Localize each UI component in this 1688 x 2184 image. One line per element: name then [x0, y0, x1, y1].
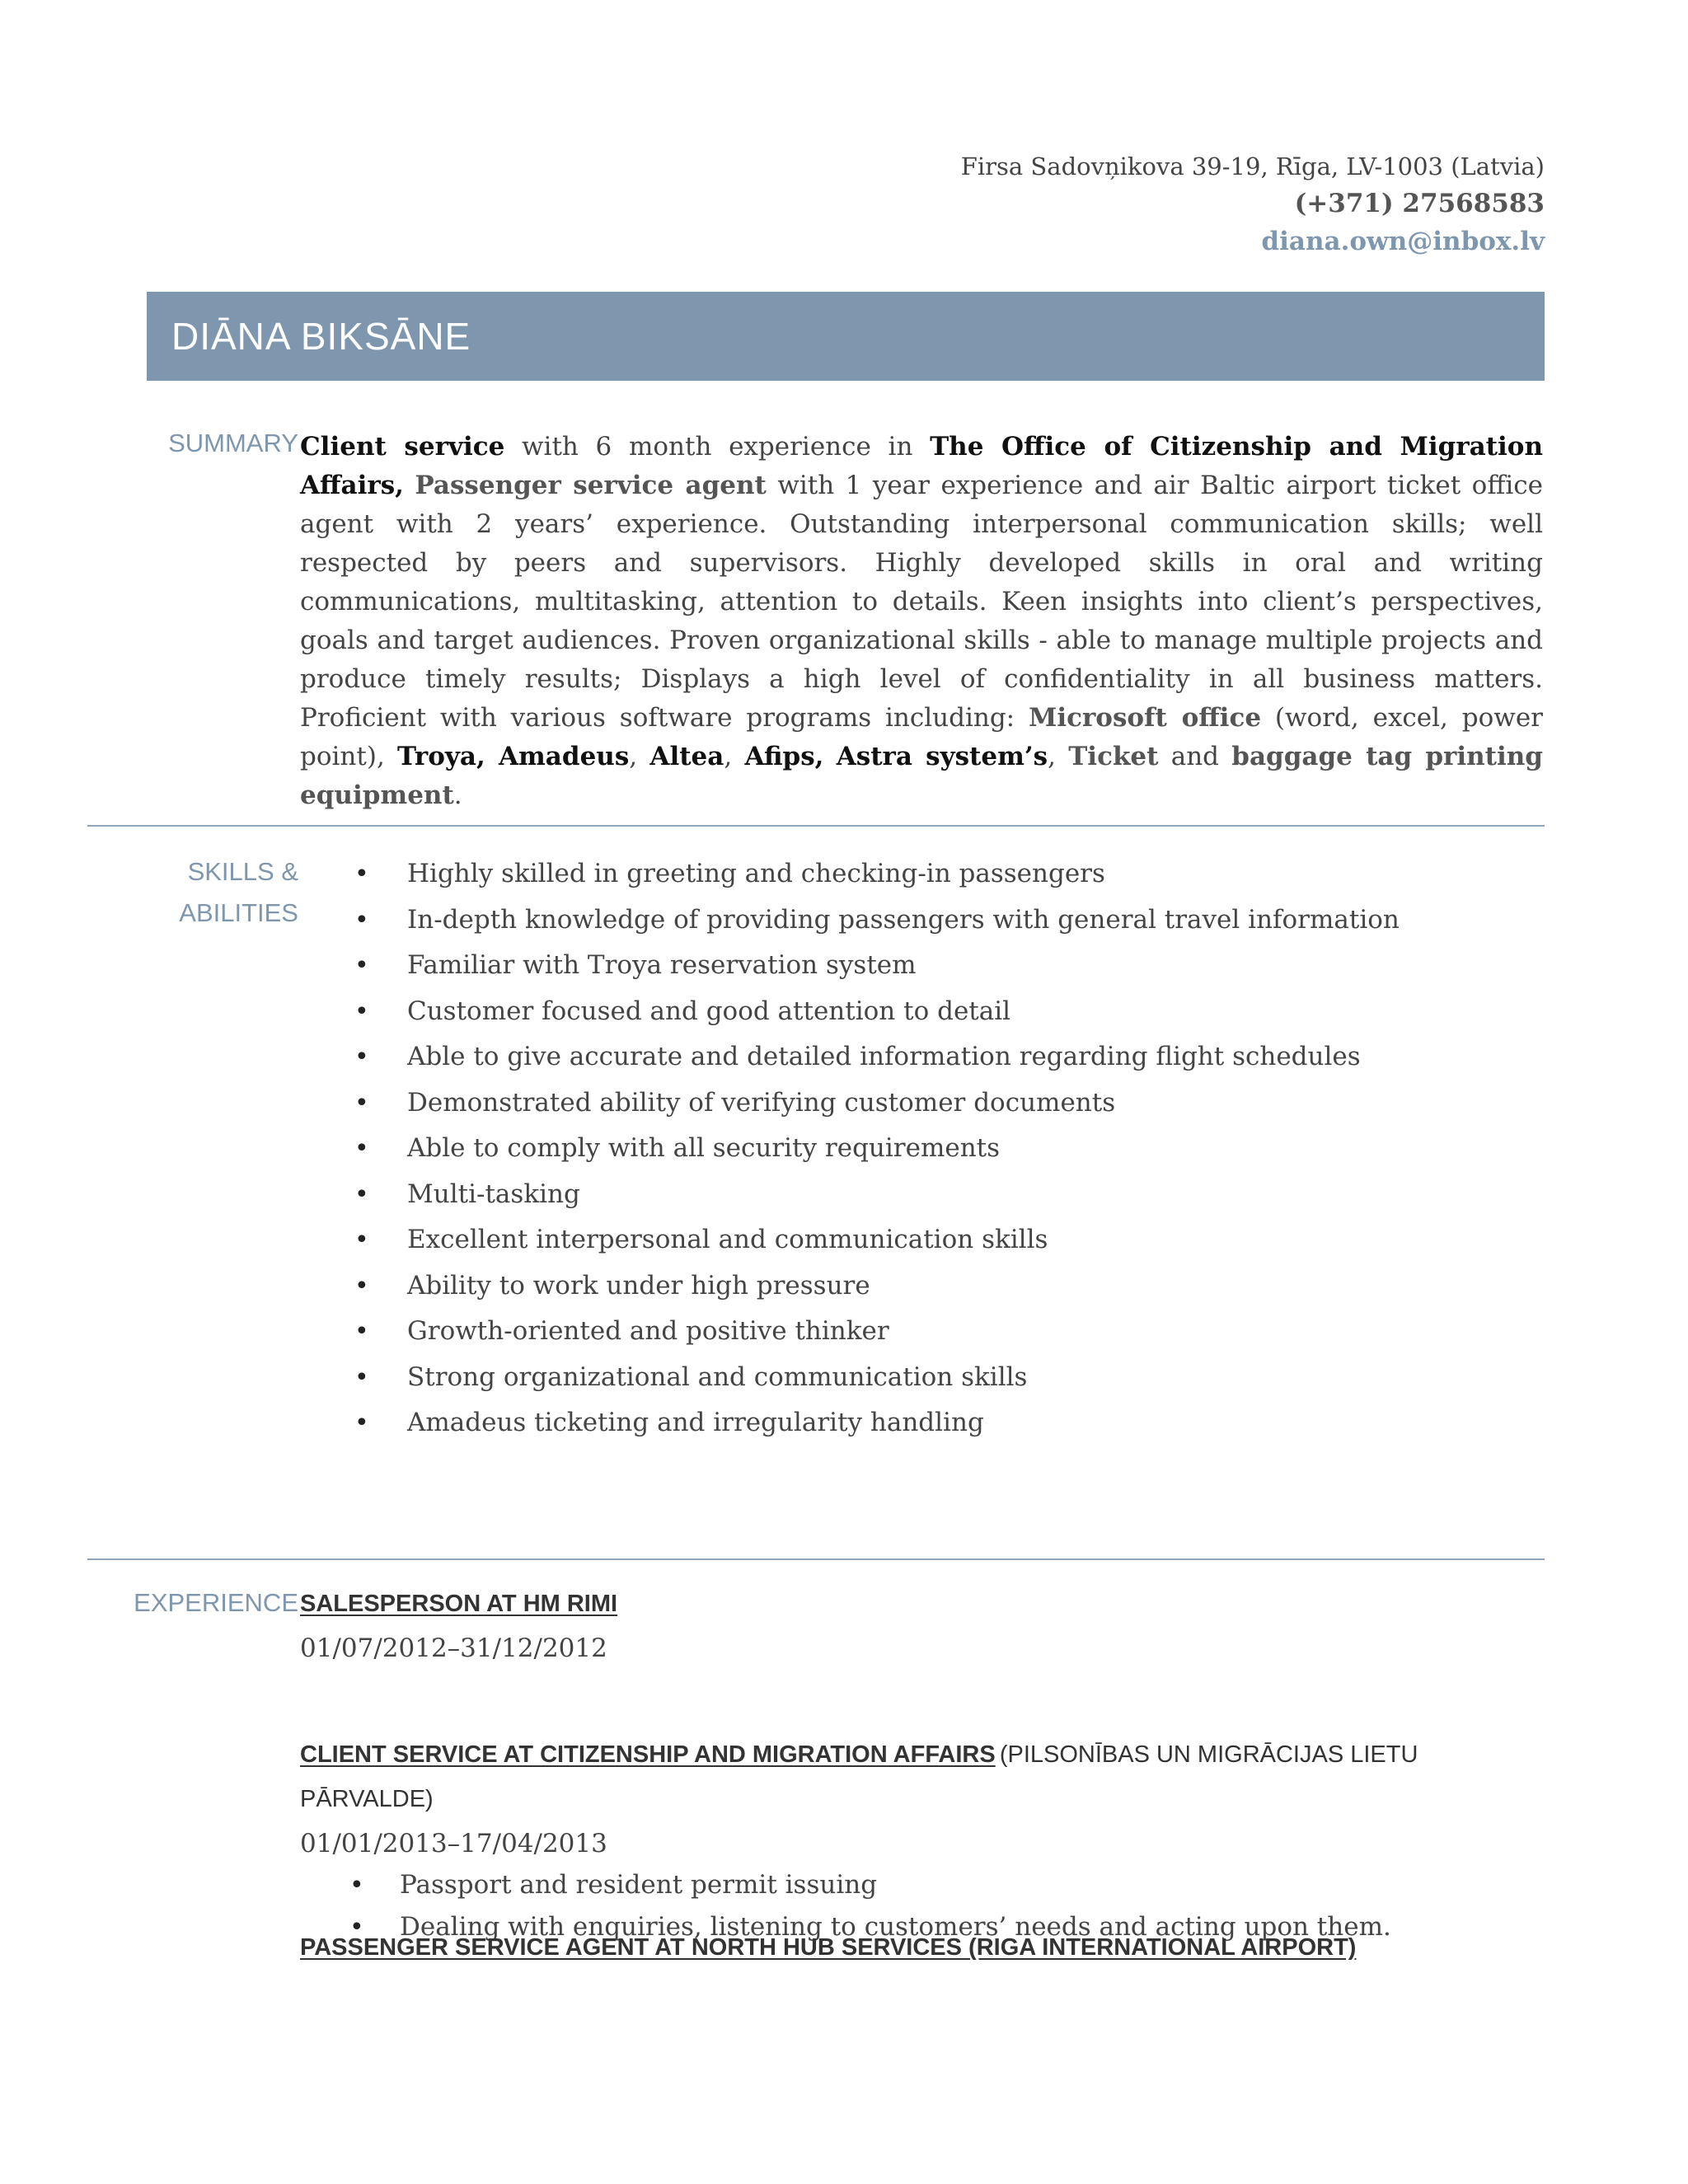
bullet-icon: •	[349, 1913, 364, 1942]
bullet-icon: •	[354, 1271, 369, 1301]
candidate-name: DIĀNA BIKSĀNE	[171, 315, 471, 358]
contact-phone: (+371) 27568583	[1294, 189, 1545, 218]
list-item	[354, 943, 1400, 989]
skill-text: Customer focused and good attention to detail	[407, 996, 1011, 1026]
skills-list	[354, 851, 1400, 1446]
skill-text: Highly skilled in greeting and checking-in passengers	[407, 859, 1105, 888]
bullet-icon: •	[354, 860, 369, 888]
list-item	[354, 851, 1400, 898]
summary-text-run: (word, excel, power point),	[300, 703, 1543, 771]
job-entry	[300, 1927, 1543, 1971]
summary-text-run: .	[453, 780, 462, 810]
list-item	[354, 898, 1400, 944]
list-item	[354, 1034, 1400, 1080]
list-item	[354, 1355, 1400, 1401]
summary-label: SUMMARY	[168, 429, 298, 457]
summary-text-run: ,	[629, 742, 650, 771]
skills-label-line: ABILITIES	[179, 898, 298, 927]
skill-text: Amadeus ticketing and irregularity handling	[407, 1408, 984, 1437]
summary-bold: Ticket	[1068, 742, 1159, 771]
skills-label	[0, 851, 298, 934]
bullet-icon: •	[354, 1134, 369, 1163]
list-item	[354, 1172, 1400, 1218]
job-entry	[300, 1583, 1543, 1669]
summary-bold: Astra system’s	[836, 742, 1048, 771]
list-item	[300, 1864, 1543, 1906]
job-title: PASSENGER SERVICE AGENT AT NORTH HUB SERVICES (RIGA INTERNATIONAL AIRPORT)	[300, 1934, 1357, 1961]
skill-text: Familiar with Troya reservation system	[407, 950, 917, 980]
duty-text: Passport and resident permit issuing	[400, 1870, 878, 1900]
job-entry	[300, 1734, 1543, 1948]
job-title: SALESPERSON AT HM RIMI	[300, 1591, 618, 1617]
summary-bold: Microsoft office	[1029, 703, 1262, 733]
bullet-icon: •	[354, 1408, 369, 1437]
summary-bold: baggage tag printing equipment	[300, 742, 1543, 810]
duty-text: Dealing with enquiries, listening to customers’ needs and acting upon them.	[400, 1912, 1391, 1942]
summary-text-run: with 6 month experience in	[504, 432, 931, 462]
job-subtitle: (PILSONĪBAS UN MIGRĀCIJAS LIETU PĀRVALDE)	[300, 1741, 1418, 1812]
skill-text: Able to comply with all security requirements	[407, 1133, 1001, 1163]
summary-text-run	[404, 471, 415, 500]
summary-text	[300, 428, 1543, 815]
job-title: CLIENT SERVICE AT CITIZENSHIP AND MIGRATION AFFAIRS	[300, 1741, 996, 1768]
summary-text-run: ,	[724, 742, 745, 771]
summary-bold: Client service	[300, 432, 505, 462]
summary-text-run: ,	[1048, 742, 1069, 771]
summary-text-run: with 1 year experience and air Baltic airport ticket office agent with 2 years’ experience. Outstanding interpersonal communication skills; well respected by peers and supervisors. Highly developed skills in oral and writing communications, multitasking, attention to details. Keen insights into client’s perspectives, goals and target audiences. Proven organizational skills - able to manage multiple projects and produce timely results; Displays a high level of confidentiality in all business matters. Proficient with various software programs including:	[300, 471, 1543, 733]
bullet-icon: •	[354, 1088, 369, 1118]
skill-text: Multi-tasking	[407, 1179, 580, 1209]
skill-text: Excellent interpersonal and communication skills	[407, 1225, 1048, 1254]
skill-text: In-depth knowledge of providing passengers with general travel information	[407, 904, 1400, 935]
job-dates: 01/07/2012–31/12/2012	[300, 1633, 607, 1663]
summary-bold: Passenger service agent	[415, 471, 767, 500]
list-item	[354, 1217, 1400, 1263]
list-item	[354, 1400, 1400, 1446]
contact-block	[961, 148, 1545, 260]
skill-text: Ability to work under high pressure	[407, 1270, 870, 1301]
summary-bold: Troya, Amadeus	[397, 742, 630, 771]
summary-text-run	[823, 742, 836, 771]
bullet-icon: •	[354, 1362, 369, 1392]
summary-bold: The Office of Citizenship and Migration Affairs,	[300, 432, 1543, 500]
contact-address: Firsa Sadovņikova 39-19, Rīga, LV-1003 (Latvia)	[960, 152, 1545, 180]
list-item	[354, 1263, 1400, 1310]
bullet-icon: •	[349, 1871, 364, 1900]
contact-email[interactable]: diana.own@inbox.lv	[1261, 227, 1545, 256]
bullet-icon: •	[354, 1226, 369, 1254]
summary-bold: Altea	[649, 742, 724, 771]
section-divider	[87, 1558, 1545, 1560]
list-item	[354, 1309, 1400, 1355]
bullet-icon: •	[354, 996, 369, 1026]
section-divider	[87, 825, 1545, 827]
skills-label-line: SKILLS &	[187, 857, 298, 886]
skill-text: Able to give accurate and detailed information regarding flight schedules	[407, 1042, 1361, 1071]
skill-text: Growth-oriented and positive thinker	[407, 1316, 889, 1346]
list-item	[354, 989, 1400, 1035]
bullet-icon: •	[354, 1179, 369, 1209]
bullet-icon: •	[354, 1043, 369, 1071]
bullet-icon: •	[354, 905, 369, 935]
bullet-icon: •	[354, 1317, 369, 1346]
list-item	[354, 1080, 1400, 1127]
experience-label: EXPERIENCE	[134, 1588, 298, 1617]
skill-text: Strong organizational and communication skills	[407, 1361, 1028, 1392]
job-dates: 01/01/2013–17/04/2013	[300, 1829, 607, 1858]
bullet-icon: •	[354, 951, 369, 980]
name-banner	[147, 292, 1545, 381]
list-item	[354, 1126, 1400, 1172]
skill-text: Demonstrated ability of verifying customer documents	[407, 1087, 1116, 1118]
summary-bold: Afips,	[744, 742, 824, 771]
summary-text-run: and	[1158, 742, 1232, 771]
